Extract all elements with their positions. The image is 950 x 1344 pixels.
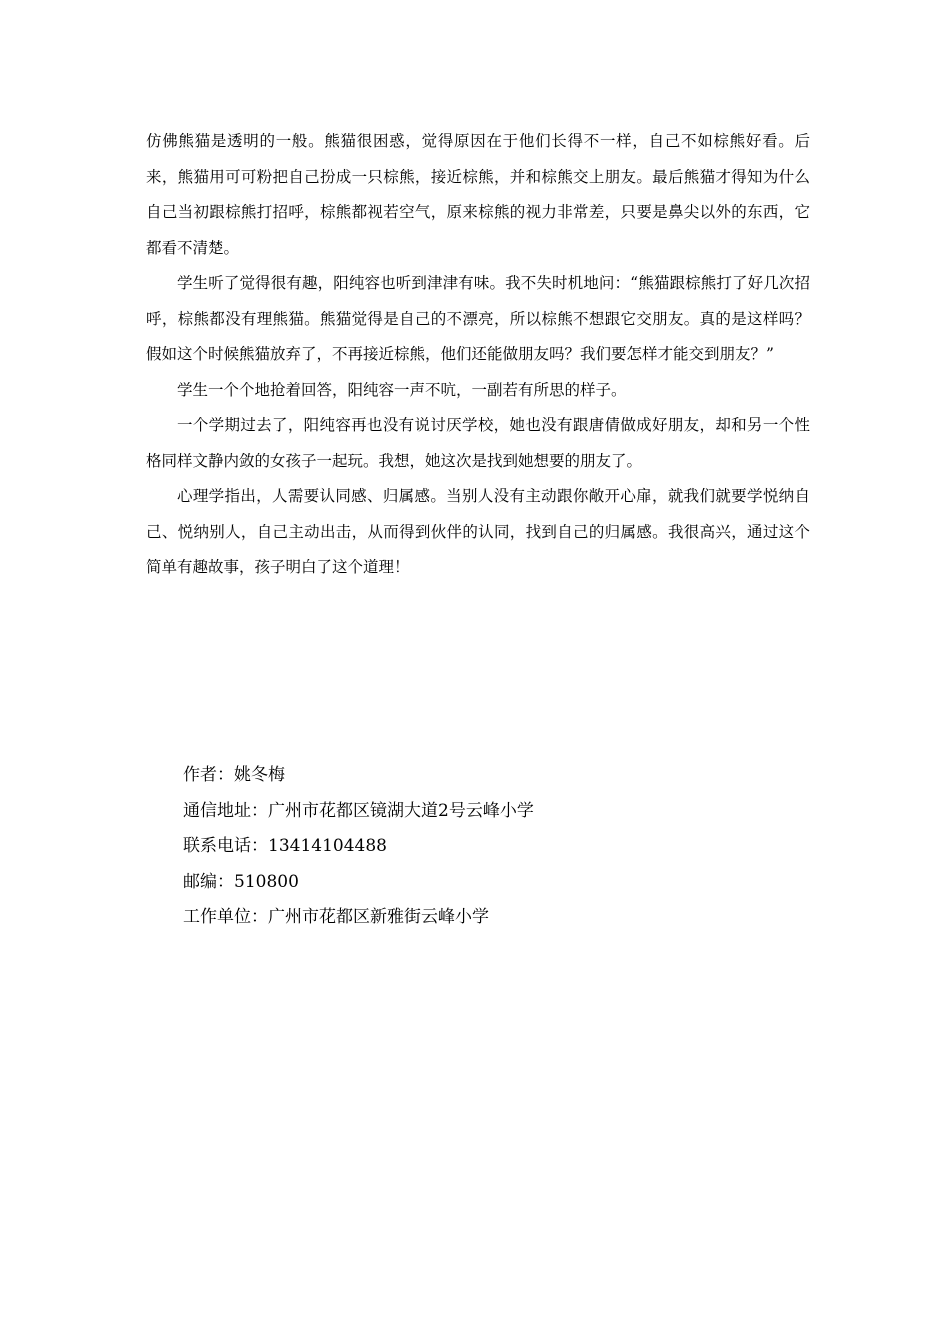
- paragraph-continuation: 仿佛熊猫是透明的一般。熊猫很困惑，觉得原因在于他们长得不一样，自己不如棕熊好看。后来，熊猫用可可粉把自己扮成一只棕熊，接近棕熊，并和棕熊交上朋友。最后熊猫才得知为什么自己当初跟棕熊打招呼，棕熊都视若空气，原来棕熊的视力非常差，只要是鼻尖以外的东西，它都看不清楚。: [146, 132, 810, 257]
- author-info-block: [183, 758, 783, 936]
- author-name: 作者：姚冬梅: [183, 765, 285, 785]
- paragraph-conclusion: 心理学指出，人需要认同感、归属感。当别人没有主动跟你敞开心扉，就我们就要学悦纳自己、悦纳别人，自己主动出击，从而得到伙伴的认同，找到自己的归属感。我很高兴，通过这个简单有趣故事，孩子明白了这个道理！: [146, 487, 810, 576]
- paragraph-students-answer: 学生一个个地抢着回答，阳纯容一声不吭，一副若有所思的样子。: [177, 380, 627, 399]
- mailing-address: 通信地址：广州市花都区镜湖大道2号云峰小学: [183, 800, 534, 821]
- workplace: 工作单位：广州市花都区新雅街云峰小学: [183, 907, 489, 927]
- article-body: [146, 124, 810, 586]
- postal-code: 邮编：510800: [183, 871, 299, 892]
- paragraph-dialogue: 学生听了觉得很有趣，阳纯容也听到津津有味。我不失时机地问：“熊猫跟棕熊打了好几次招呼，棕熊都没有理熊猫。熊猫觉得是自己的不漂亮，所以棕熊不想跟它交朋友。真的是这样吗？假如这个时候熊猫放弃了，不再接近棕熊，他们还能做朋友吗？我们要怎样才能交到朋友？”: [146, 274, 810, 363]
- paragraph-semester: 一个学期过去了，阳纯容再也没有说讨厌学校，她也没有跟唐倩做成好朋友，却和另一个性格同样文静内敛的女孩子一起玩。我想，她这次是找到她想要的朋友了。: [146, 416, 810, 470]
- contact-phone: 联系电话：13414104488: [183, 836, 387, 856]
